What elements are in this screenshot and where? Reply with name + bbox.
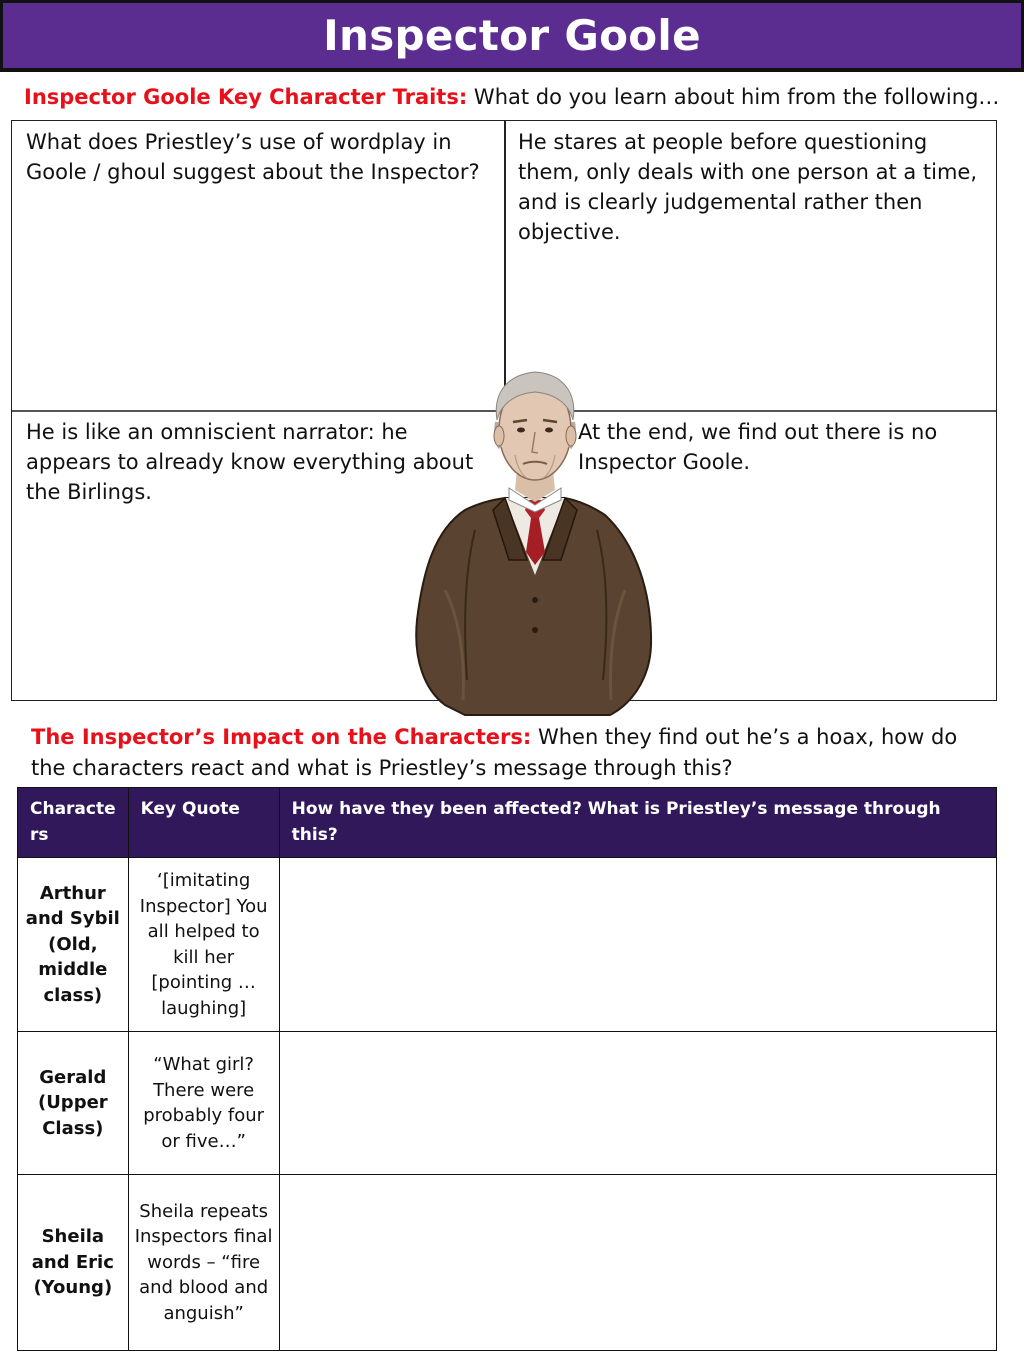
header-affected: How have they been affected? What is Priestley’s message through this?: [279, 788, 996, 858]
key-quote: Sheila repeats Inspectors final words – “fire and blood and anguish”: [128, 1175, 279, 1351]
character-impact-table: [17, 787, 997, 1351]
response-cell[interactable]: [279, 1032, 996, 1175]
traits-intro: [24, 84, 999, 110]
page-title: Inspector Goole: [323, 11, 701, 60]
trait-cell-omniscient: He is like an omniscient narrator: he appears to already know everything about the Birlings.: [26, 420, 474, 504]
trait-cell-stares: He stares at people before questioning them, only deals with one person at a time, and is clearly judgemental rather then objective.: [518, 130, 978, 244]
traits-intro-text: What do you learn about him from the following…: [467, 85, 1000, 109]
table-header-row: [18, 788, 997, 858]
table-row: [18, 1175, 997, 1351]
title-banner: [0, 0, 1024, 72]
character-name: Gerald (Upper Class): [18, 1032, 129, 1175]
inspector-portrait-illustration: [405, 360, 665, 720]
key-quote: “What girl? There were probably four or five…”: [128, 1032, 279, 1175]
trait-cell-no-inspector: At the end, we find out there is no Inspector Goole.: [578, 420, 938, 474]
traits-intro-label: Inspector Goole Key Character Traits:: [24, 85, 468, 109]
trait-cell-wordplay: What does Priestley’s use of wordplay in Goole / ghoul suggest about the Inspector?: [26, 130, 480, 184]
header-characters: Characte rs: [18, 788, 129, 858]
response-cell[interactable]: [279, 858, 996, 1032]
header-key-quote: Key Quote: [128, 788, 279, 858]
character-name: Arthur and Sybil (Old, middle class): [18, 858, 129, 1032]
response-cell[interactable]: [279, 1175, 996, 1351]
impact-intro-label: The Inspector’s Impact on the Characters:: [31, 725, 532, 749]
impact-intro: [31, 722, 991, 784]
table-row: [18, 1032, 997, 1175]
character-name: Sheila and Eric (Young): [18, 1175, 129, 1351]
table-row: [18, 858, 997, 1032]
key-quote: ‘[imitating Inspector] You all helped to kill her [pointing … laughing]: [128, 858, 279, 1032]
impact-intro-text: When they find out he’s a hoax, how do the characters react and what is Priestley’s message through this?: [31, 725, 958, 780]
